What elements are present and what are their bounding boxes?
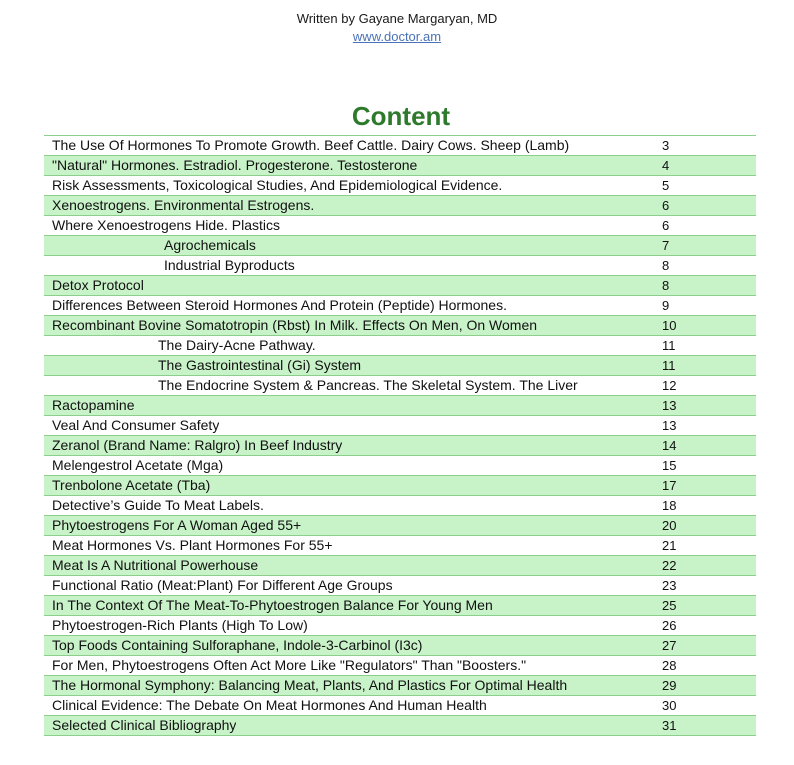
toc-entry-title: Detective’s Guide To Meat Labels. xyxy=(52,497,264,513)
toc-row[interactable] xyxy=(44,716,756,736)
toc-row[interactable] xyxy=(44,696,756,716)
toc-entry-title: Melengestrol Acetate (Mga) xyxy=(52,457,224,473)
page-title: Content xyxy=(351,101,451,131)
toc-row[interactable] xyxy=(44,336,756,356)
toc-page-number: 25 xyxy=(662,598,677,613)
toc-row[interactable] xyxy=(44,156,756,176)
toc-entry-title: The Endocrine System & Pancreas. The Skeletal System. The Liver xyxy=(158,377,578,393)
toc-entry-title: Where Xenoestrogens Hide. Plastics xyxy=(52,217,280,233)
toc-row[interactable] xyxy=(44,516,756,536)
toc-entry-title: Top Foods Containing Sulforaphane, Indole-3-Carbinol (I3c) xyxy=(52,637,423,653)
toc-page-number: 27 xyxy=(662,638,677,653)
toc-entry-title: Veal And Consumer Safety xyxy=(52,417,220,433)
author-line: Written by Gayane Margaryan, MD xyxy=(296,11,498,26)
toc-page-number: 17 xyxy=(662,478,677,493)
toc-entry-title: "Natural" Hormones. Estradiol. Progesterone. Testosterone xyxy=(52,157,418,173)
toc-row[interactable] xyxy=(44,356,756,376)
toc-page-number: 21 xyxy=(662,538,677,553)
document-header xyxy=(0,10,794,46)
toc-row[interactable] xyxy=(44,256,756,276)
toc-page-number: 10 xyxy=(662,318,677,333)
toc-entry-title: The Gastrointestinal (Gi) System xyxy=(158,357,362,373)
toc-page-number: 31 xyxy=(662,718,677,733)
toc-row[interactable] xyxy=(44,396,756,416)
toc-page-number: 5 xyxy=(662,178,670,193)
toc-row[interactable] xyxy=(44,236,756,256)
toc-entry-title: The Dairy-Acne Pathway. xyxy=(158,337,316,353)
toc-entry-title: Agrochemicals xyxy=(164,237,256,253)
toc-row[interactable] xyxy=(44,636,756,656)
toc-page-number: 4 xyxy=(662,158,670,173)
toc-page-number: 28 xyxy=(662,658,677,673)
toc-page-number: 20 xyxy=(662,518,677,533)
toc-entry-title: Detox Protocol xyxy=(52,277,144,293)
toc-entry-title: Functional Ratio (Meat:Plant) For Different Age Groups xyxy=(52,577,393,593)
toc-entry-title: Risk Assessments, Toxicological Studies, And Epidemiological Evidence. xyxy=(52,177,503,193)
toc-row[interactable] xyxy=(44,176,756,196)
toc-page-number: 14 xyxy=(662,438,677,453)
toc-page-number: 30 xyxy=(662,698,677,713)
toc-row[interactable] xyxy=(44,496,756,516)
toc-entry-title: Xenoestrogens. Environmental Estrogens. xyxy=(52,197,315,213)
toc-entry-title: Trenbolone Acetate (Tba) xyxy=(52,477,211,493)
toc-entry-title: The Use Of Hormones To Promote Growth. Beef Cattle. Dairy Cows. Sheep (Lamb) xyxy=(52,137,570,153)
toc-row[interactable] xyxy=(44,436,756,456)
toc-page-number: 29 xyxy=(662,678,677,693)
toc-row[interactable] xyxy=(44,676,756,696)
toc-entry-title: Zeranol (Brand Name: Ralgro) In Beef Industry xyxy=(52,437,343,453)
toc-row[interactable] xyxy=(44,656,756,676)
toc-entry-title: Differences Between Steroid Hormones And Protein (Peptide) Hormones. xyxy=(52,297,507,313)
toc-page-number: 8 xyxy=(662,278,670,293)
toc-entry-title: Industrial Byproducts xyxy=(164,257,295,273)
toc-page-number: 6 xyxy=(662,198,670,213)
toc-page-number: 3 xyxy=(662,138,670,153)
toc-page-number: 22 xyxy=(662,558,677,573)
toc-row[interactable] xyxy=(44,136,756,156)
toc-entry-title: Phytoestrogens For A Woman Aged 55+ xyxy=(52,517,302,533)
toc-entry-title: Recombinant Bovine Somatotropin (Rbst) In Milk. Effects On Men, On Women xyxy=(52,317,538,333)
toc-entry-title: The Hormonal Symphony: Balancing Meat, Plants, And Plastics For Optimal Health xyxy=(52,677,568,693)
toc-page-number: 26 xyxy=(662,618,677,633)
toc-page-number: 15 xyxy=(662,458,677,473)
toc-row[interactable] xyxy=(44,536,756,556)
toc-row[interactable] xyxy=(44,296,756,316)
toc-row[interactable] xyxy=(44,376,756,396)
toc-page-number: 23 xyxy=(662,578,677,593)
toc-row[interactable] xyxy=(44,556,756,576)
toc-row[interactable] xyxy=(44,196,756,216)
toc-page-number: 12 xyxy=(662,378,677,393)
toc-entry-title: Meat Is A Nutritional Powerhouse xyxy=(52,557,259,573)
toc-page-number: 11 xyxy=(662,338,676,353)
toc-entry-title: In The Context Of The Meat-To-Phytoestrogen Balance For Young Men xyxy=(52,597,493,613)
toc-row[interactable] xyxy=(44,456,756,476)
toc-row[interactable] xyxy=(44,596,756,616)
toc-page-number: 8 xyxy=(662,258,670,273)
toc-row[interactable] xyxy=(44,476,756,496)
toc-entry-title: Ractopamine xyxy=(52,397,135,413)
toc-entry-title: Selected Clinical Bibliography xyxy=(52,717,237,733)
toc-entry-title: Meat Hormones Vs. Plant Hormones For 55+ xyxy=(52,537,333,553)
toc-page-number: 13 xyxy=(662,398,677,413)
toc-page-number: 6 xyxy=(662,218,670,233)
toc-page-number: 9 xyxy=(662,298,670,313)
toc-entry-title: Phytoestrogen-Rich Plants (High To Low) xyxy=(52,617,308,633)
toc-row[interactable] xyxy=(44,316,756,336)
table-of-contents xyxy=(44,135,756,736)
toc-row[interactable] xyxy=(44,276,756,296)
website-link[interactable]: www.doctor.am xyxy=(352,29,442,44)
toc-row[interactable] xyxy=(44,576,756,596)
toc-row[interactable] xyxy=(44,416,756,436)
toc-page-number: 7 xyxy=(662,238,670,253)
toc-page-number: 11 xyxy=(662,358,676,373)
toc-page-number: 18 xyxy=(662,498,677,513)
toc-entry-title: Clinical Evidence: The Debate On Meat Hormones And Human Health xyxy=(52,697,487,713)
toc-entry-title: For Men, Phytoestrogens Often Act More Like "Regulators" Than "Boosters." xyxy=(52,657,527,673)
toc-row[interactable] xyxy=(44,216,756,236)
toc-row[interactable] xyxy=(44,616,756,636)
toc-page-number: 13 xyxy=(662,418,677,433)
